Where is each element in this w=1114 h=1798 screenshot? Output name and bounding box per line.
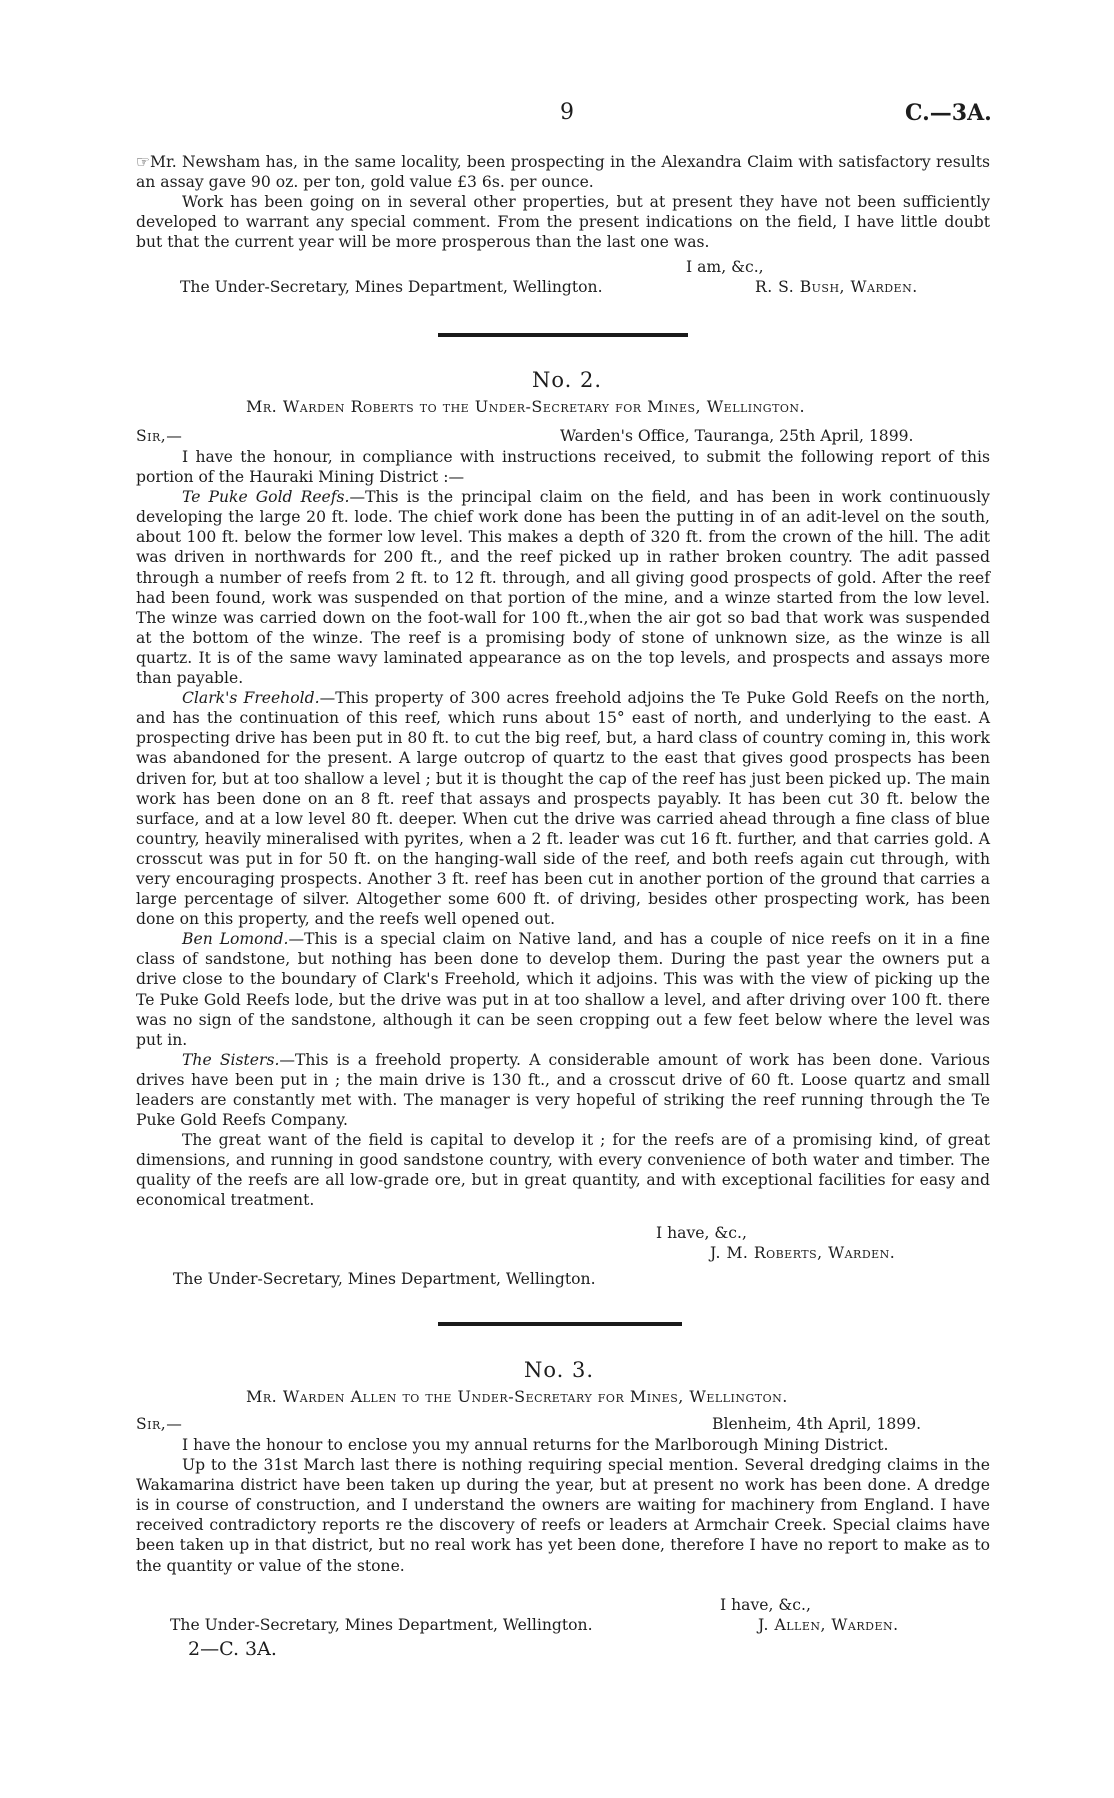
pointing-hand-icon: ☞	[136, 153, 150, 171]
letter1-addressee: The Under-Secretary, Mines Department, Wellington.	[180, 278, 603, 296]
letter2-signature: J. M. Roberts, Warden.	[710, 1244, 896, 1262]
letter3-closing: I have, &c.,	[720, 1596, 811, 1614]
document-reference: C.—3A.	[905, 100, 992, 126]
letter3-place-date: Blenheim, 4th April, 1899.	[712, 1415, 922, 1433]
letter2-conclusion: The great want of the field is capital to develop it ; for the reefs are of a promising kind, of great dimensions, and running in good sandstone country, with every convenience of both water and timber. The quality of the reefs are all low-grade ore, but in great quantity, and with exceptional facilities for easy and economical treatment.	[136, 1131, 990, 1210]
letter2-salutation: Sir,—	[136, 427, 183, 445]
letter3-salutation: Sir,—	[136, 1415, 183, 1433]
section-divider	[438, 1322, 682, 1326]
letter3-heading: Mr. Warden Allen to the Under-Secretary for Mines, Wellington.	[246, 1387, 788, 1406]
letter2-addressee: The Under-Secretary, Mines Department, Wellington.	[173, 1270, 596, 1288]
letter2-body	[136, 447, 990, 1211]
letter3-addressee: The Under-Secretary, Mines Department, Wellington.	[170, 1616, 593, 1634]
section-the-sisters: The Sisters.—This is a freehold property. A considerable amount of work has been done. Various drives have been put in ; the main drive is 130 ft., and a crosscut drive of 60 ft. Loose quartz and small leaders are constantly met with. The manager is very hopeful of striking the reef running through the Te Puke Gold Reefs Company.	[136, 1050, 990, 1130]
letter2-intro: I have the honour, in compliance with instructions received, to submit the following report of this portion of the Hauraki Mining District :—	[136, 448, 990, 487]
letter1-signature: R. S. Bush, Warden.	[755, 278, 918, 296]
signature-mark: 2—C. 3A.	[188, 1638, 277, 1660]
letter1-paragraph: Work has been going on in several other properties, but at present they have not been sufficiently developed to warrant any special comment. From the present indications on the field, I have little doubt but that the current year will be more prosperous than the last one was.	[136, 193, 990, 252]
letter1-body	[136, 152, 990, 252]
letter1-paragraph: ☞Mr. Newsham has, in the same locality, been prospecting in the Alexandra Claim with satisfactory results an assay gave 90 oz. per ton, gold value £3 6s. per ounce.	[136, 153, 990, 192]
section-clarks-freehold: Clark's Freehold.—This property of 300 acres freehold adjoins the Te Puke Gold Reefs on the north, and has the continuation of this reef, which runs about 15° east of north, and underlying to the east. A prospecting drive has been put in 80 ft. to cut the big reef, but, a hard class of country coming in, this work was abandoned for the present. A large outcrop of quartz to the east that gives good prospects has been driven for, but at too shallow a level ; but it is thought the cap of the reef has just been picked up. The main work has been done on an 8 ft. reef that assays and prospects payably. It has been cut 30 ft. below the surface, and at a low level 80 ft. deeper. When cut the drive was carried ahead through a fine class of blue country, heavily mineralised with pyrites, when a 2 ft. leader was cut 16 ft. further, and that carries gold. A crosscut was put in for 50 ft. on the hanging-wall side of the reef, and both reefs again cut through, with very encouraging prospects. Another 3 ft. reef has been cut in another portion of the ground that carries a large percentage of silver. Altogether some 600 ft. of driving, besides other prospecting work, has been done on this property, and the reefs well opened out.	[136, 689, 991, 929]
letter2-heading: Mr. Warden Roberts to the Under-Secretary for Mines, Wellington.	[246, 397, 806, 416]
letter1-closing: I am, &c.,	[686, 258, 764, 276]
letter2-office-date: Warden's Office, Tauranga, 25th April, 1899.	[560, 427, 914, 445]
letter3-body	[136, 1435, 990, 1576]
page-number: 9	[560, 100, 574, 125]
letter3-paragraph: Up to the 31st March last there is nothing requiring special mention. Several dredging claims in the Wakamarina district have been taken up during the year, but at present no work has been done. A dredge is in course of construction, and I understand the owners are waiting for machinery from England. I have received contradictory reports re the discovery of reefs or leaders at Armchair Creek. Special claims have been taken up in that district, but no real work has yet been done, therefore I have no report to make as to the quantity or value of the stone.	[136, 1456, 990, 1575]
section-divider	[438, 333, 688, 337]
section-ben-lomond: Ben Lomond.—This is a special claim on Native land, and has a couple of nice reefs on it in a fine class of sandstone, but nothing has been done to develop them. During the past year the owners put a drive close to the boundary of Clark's Freehold, which it adjoins. This was with the view of picking up the Te Puke Gold Reefs lode, but the drive was put in at too shallow a level, and after driving over 100 ft. there was no sign of the sandstone, although it can be seen cropping out a few feet below where the level was put in.	[136, 930, 990, 1049]
letter3-paragraph: I have the honour to enclose you my annual returns for the Marlborough Mining District.	[182, 1436, 889, 1454]
letter2-closing: I have, &c.,	[656, 1224, 747, 1242]
letter3-signature: J. Allen, Warden.	[758, 1616, 899, 1634]
letter2-number: No. 2.	[532, 368, 603, 392]
letter3-number: No. 3.	[524, 1358, 595, 1382]
section-te-puke: Te Puke Gold Reefs.—This is the principal claim on the field, and has been in work continuously developing the large 20 ft. lode. The chief work done has been the putting in of an adit-level on the south, about 100 ft. below the former low level. This makes a depth of 320 ft. from the crown of the hill. The adit was driven in northwards for 200 ft., and the reef picked up in rather broken country. The adit passed through a number of reefs from 2 ft. to 12 ft. through, and all giving good prospects of gold. After the reef had been found, work was suspended on that portion of the mine, and a winze started from the low level. The winze was carried down on the foot-wall for 100 ft.,when the air got so bad that work was suspended at the bottom of the winze. The reef is a promising body of stone of unknown size, as the winze is all quartz. It is of the same wavy laminated appearance as on the top levels, and prospects and assays more than payable.	[136, 488, 990, 688]
